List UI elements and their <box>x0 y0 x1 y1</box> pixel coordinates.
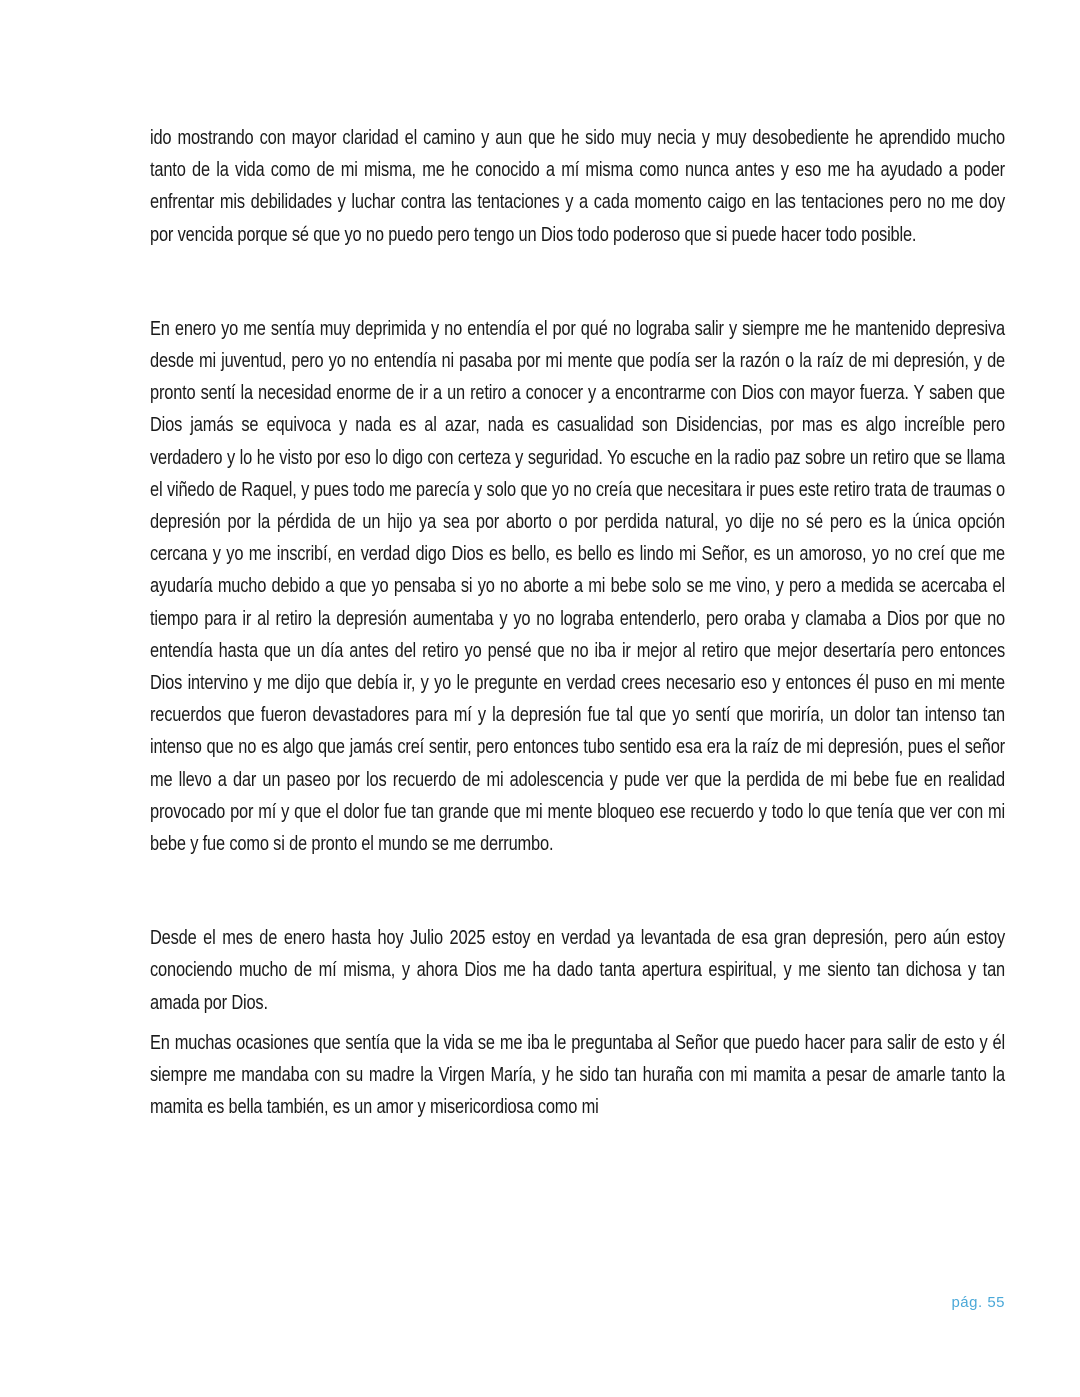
paragraph-1: ido mostrando con mayor claridad el camino y aun que he sido muy necia y muy desobediente he aprendido mucho tanto de la vida como de mi misma, me he conocido a mí misma como nunca antes y eso me ha ayudado a poder enfrentar mis debilidades y luchar contra las tentaciones y a cada momento caigo en las tentaciones pero no me doy por vencida porque sé que yo no puedo pero tengo un Dios todo poderoso que si puede hacer todo posible. <box>150 127 1005 246</box>
paragraph-spacer <box>150 860 1005 922</box>
paragraph-3: Desde el mes de enero hasta hoy Julio 2025 estoy en verdad ya levantada de esa gran depresión, pero aún estoy conociendo mucho de mí misma, y ahora Dios me ha dado tanta apertura espiritual, y me siento tan dichosa y tan amada por Dios. <box>150 927 1005 1014</box>
paragraph-spacer <box>150 251 1005 313</box>
page-number: pág. 55 <box>951 1294 1005 1311</box>
paragraph-4: En muchas ocasiones que sentía que la vida se me iba le preguntaba al Señor que puedo hacer para salir de esto y él siempre me mandaba con su madre la Virgen María, y he sido tan huraña con mi mamita a pesar de amarle tanto la mamita es bella también, es un amor y misericordiosa como mi <box>150 1031 1005 1119</box>
document-body <box>150 122 1005 1123</box>
paragraph-spacer <box>150 1019 1005 1027</box>
paragraph-2: En enero yo me sentía muy deprimida y no entendía el por qué no lograba salir y siempre me he mantenido depresiva desde mi juventud, pero yo no entendía ni pasaba por mi mente que podía ser la razón o la raíz de mi depresión, y de pronto sentí la necesidad enorme de ir a un retiro a conocer y a encontrarme con Dios con mayor fuerza. Y saben que Dios jamás se equivoca y nada es al azar, nada es casualidad son Disidencias, por mas es algo increíble pero verdadero y lo he visto por eso lo digo con certeza y seguridad. Yo escuche en la radio paz sobre un retiro que se llama el viñedo de Raquel, y pues todo me parecía y solo que yo no creía que necesitara ir pues este retiro trata de traumas o depresión por la pérdida de un hijo ya sea por aborto o por perdida natural, yo dije no sé pero es la única opción cercana y yo me inscribí, en verdad digo Dios es bello, es bello es lindo mi Señor, es un amoroso, yo no creí que me ayudaría mucho debido a que yo pensaba si yo no aborte a mi bebe solo se me vino, y pero a medida se acercaba el tiempo para ir al retiro la depresión aumentaba y yo no lograba entenderlo, pero oraba y clamaba a Dios por que no entendía hasta que un día antes del retiro yo pensé que no iba ir mejor al retiro que mejor desertaría pero entonces Dios intervino y me dijo que debía ir, y yo le pregunte en verdad crees necesario eso y entonces él puso en mi mente recuerdos que fueron devastadores para mí y la depresión fue tal que yo sentí que moriría, un dolor tan intenso tan intenso que no es algo que jamás creí sentir, pero entonces tubo sentido esa era la raíz de mi depresión, pues el señor me llevo a dar un paseo por los recuerdo de mi adolescencia y pude ver que la perdida de mi bebe fue en realidad provocado por mí y que el dolor fue tan grande que mi mente bloqueo ese recuerdo y todo lo que tenía que ver con mi bebe y fue como si de pronto el mundo se me derrumbo. <box>150 317 1005 856</box>
